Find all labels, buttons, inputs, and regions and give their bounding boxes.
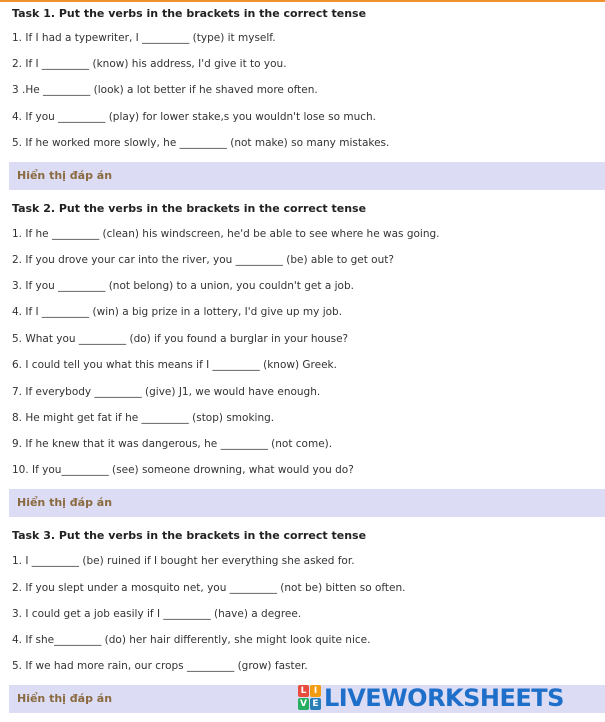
- logo-text: LIVEWORKSHEETS: [324, 684, 564, 712]
- task1-item-5: 5. If he worked more slowly, he _________ (not make) so many mistakes.: [12, 137, 390, 149]
- logo-badge-letter-1: L: [298, 685, 309, 697]
- task2-item-3: 3. If you _________ (not belong) to a union, you couldn't get a job.: [12, 280, 354, 292]
- task2-item-6: 6. I could tell you what this means if I _________ (know) Greek.: [12, 359, 337, 371]
- task2-item-7: 7. If everybody _________ (give) J1, we would have enough.: [12, 386, 321, 398]
- task3-title: Task 3. Put the verbs in the brackets in the correct tense: [12, 529, 367, 542]
- task2-item-8: 8. He might get fat if he _________ (stop) smoking.: [12, 412, 275, 424]
- task3-item-1: 1. I _________ (be) ruined if I bought her everything she asked for.: [12, 555, 355, 567]
- logo-badge-letter-2: I: [310, 685, 321, 697]
- task2-item-10: 10. If you_________ (see) someone drowning, what would you do?: [12, 464, 354, 476]
- task2-item-5: 5. What you _________ (do) if you found a burglar in your house?: [12, 333, 349, 345]
- task1-item-3: 3 .He _________ (look) a lot better if he shaved more often.: [12, 84, 318, 96]
- task3-item-2: 2. If you slept under a mosquito net, you _________ (not be) bitten so often.: [12, 582, 406, 594]
- task2-item-1: 1. If he _________ (clean) his windscreen, he'd be able to see where he was going.: [12, 228, 440, 240]
- task2-title: Task 2. Put the verbs in the brackets in the correct tense: [12, 202, 367, 215]
- task3-item-5: 5. If we had more rain, our crops _________ (grow) faster.: [12, 660, 308, 672]
- task1-show-answer-button[interactable]: [9, 162, 605, 190]
- top-accent-line: [0, 0, 605, 2]
- logo-badge-letter-3: V: [298, 698, 309, 710]
- task3-show-answer-label: Hiển thị đáp án: [17, 692, 113, 705]
- task1-item-1: 1. If I had a typewriter, I _________ (type) it myself.: [12, 32, 276, 44]
- task1-show-answer-label: Hiển thị đáp án: [17, 169, 113, 182]
- task2-show-answer-button[interactable]: [9, 489, 605, 517]
- task1-item-2: 2. If I _________ (know) his address, I'd give it to you.: [12, 58, 287, 70]
- task2-item-9: 9. If he knew that it was dangerous, he _________ (not come).: [12, 438, 333, 450]
- task2-show-answer-label: Hiển thị đáp án: [17, 496, 113, 509]
- liveworksheets-logo: [298, 685, 564, 711]
- task3-item-3: 3. I could get a job easily if I _________ (have) a degree.: [12, 608, 302, 620]
- task3-item-4: 4. If she_________ (do) her hair differently, she might look quite nice.: [12, 634, 371, 646]
- task2-item-4: 4. If I _________ (win) a big prize in a lottery, I'd give up my job.: [12, 306, 343, 318]
- logo-badge-icon: [298, 685, 322, 711]
- task1-title: Task 1. Put the verbs in the brackets in the correct tense: [12, 7, 367, 20]
- logo-badge-letter-4: E: [310, 698, 321, 710]
- task1-item-4: 4. If you _________ (play) for lower stake,s you wouldn't lose so much.: [12, 111, 376, 123]
- task2-item-2: 2. If you drove your car into the river, you _________ (be) able to get out?: [12, 254, 394, 266]
